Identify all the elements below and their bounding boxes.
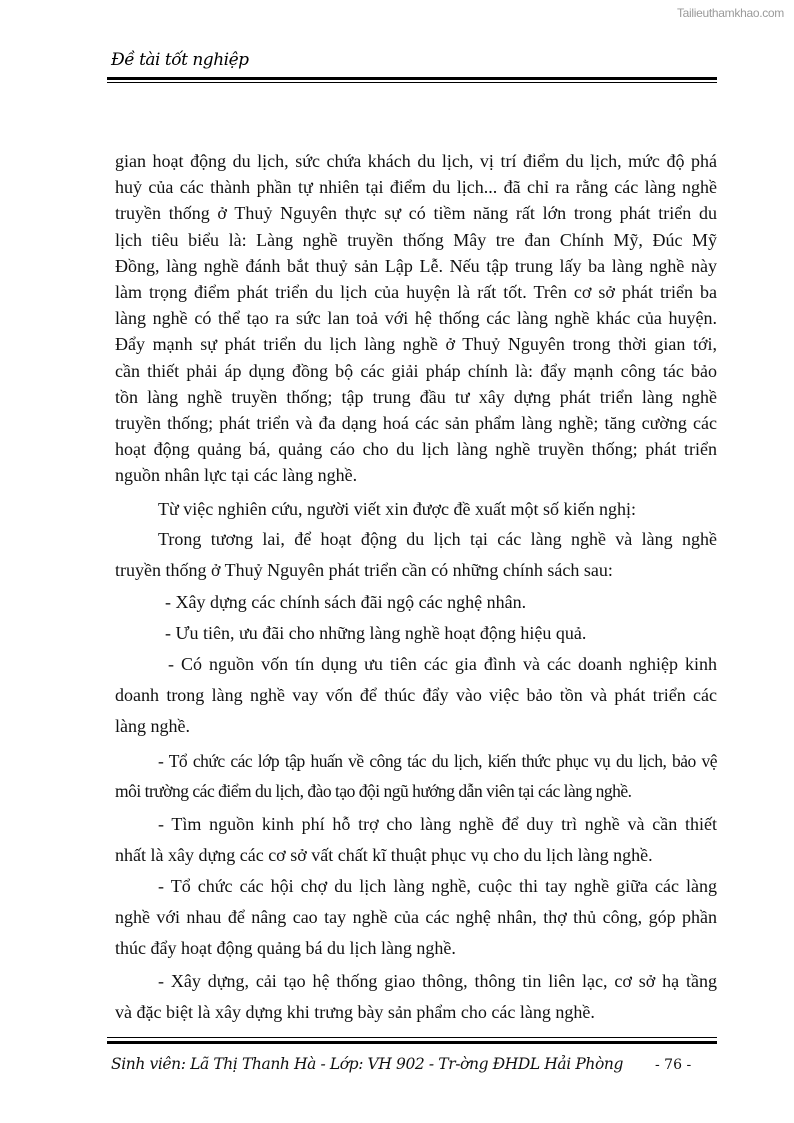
text-line: Trong tương lai, để hoạt động du lịch tại các làng nghề và làng nghề [158, 529, 717, 549]
text-line: hoạt động quảng bá, quảng cáo cho du lịch làng nghề truyền thống; phát triển [115, 439, 717, 459]
list-item: - Tổ chức các lớp tập huấn về công tác du lịch, kiến thức phục vụ du lịch, bảo vệ [158, 751, 717, 771]
footer-text: Sinh viên: Lã Thị Thanh Hà - Lớp: VH 902 - Tr-ờng ĐHDL Hải Phòng [111, 1055, 623, 1073]
text-line: và đặc biệt là xây dựng khi trưng bày sản phẩm cho các làng nghề. [115, 1002, 595, 1022]
list-item: - Tìm nguồn kinh phí hỗ trợ cho làng nghề để duy trì nghề và cần thiết [158, 814, 717, 834]
footer-rule [107, 1041, 717, 1044]
text-line: huỷ của các thành phần tự nhiên tại điểm du lịch... đã chỉ ra rằng các làng nghề [115, 177, 717, 197]
header-title: Đề tài tốt nghiệp [111, 50, 249, 70]
text-line: Đồng, làng nghề đánh bắt thuỷ sản Lập Lễ. Nếu tập trung lấy ba làng nghề này [115, 256, 717, 276]
watermark: Tailieuthamkhao.com [676, 6, 784, 20]
footer-rule-thin [107, 1037, 717, 1038]
text-line: doanh trong làng nghề vay vốn để thúc đẩy vào việc bảo tồn và phát triển các [115, 685, 717, 705]
text-line: truyền thống ở Thuỷ Nguyên phát triển cần có những chính sách sau: [115, 560, 613, 580]
text-line: làm trọng điểm phát triển du lịch của huyện là rất tốt. Trên cơ sở phát triển ba [115, 282, 717, 302]
text-line: môi trường các điểm du lịch, đào tạo đội ngũ hướng dẫn viên tại các làng nghề. [115, 781, 632, 801]
text-line: truyền thống ở Thuỷ Nguyên thực sự có tiềm năng rất lớn trong phát triển du [115, 203, 717, 223]
text-line: nghề với nhau để nâng cao tay nghề của các nghệ nhân, thợ thủ công, góp phần [115, 907, 717, 927]
text-line: gian hoạt động du lịch, sức chứa khách du lịch, vị trí điểm du lịch, mức độ phá [115, 151, 717, 171]
text-line: làng nghề. [115, 716, 190, 736]
text-line: Từ việc nghiên cứu, người viết xin được đề xuất một số kiến nghị: [158, 499, 636, 519]
text-line: nguồn nhân lực tại các làng nghề. [115, 465, 358, 485]
page-number: - 76 - [655, 1057, 692, 1073]
header-rule-thin [107, 82, 717, 83]
list-item: - Có nguồn vốn tín dụng ưu tiên các gia đình và các doanh nghiệp kinh [168, 654, 717, 674]
list-item: - Xây dựng, cải tạo hệ thống giao thông, thông tin liên lạc, cơ sở hạ tầng [158, 971, 717, 991]
text-line: Đẩy mạnh sự phát triển du lịch làng nghề ở Thuỷ Nguyên trong thời gian tới, [115, 334, 717, 354]
text-line: thúc đẩy hoạt động quảng bá du lịch làng nghề. [115, 938, 456, 958]
text-line: nhất là xây dựng các cơ sở vất chất kĩ thuật phục vụ cho du lịch làng nghề. [115, 845, 653, 865]
list-item: - Ưu tiên, ưu đãi cho những làng nghề hoạt động hiệu quả. [165, 623, 587, 643]
list-item: - Tổ chức các hội chợ du lịch làng nghề, cuộc thi tay nghề giữa các làng [158, 876, 717, 896]
text-line: cần thiết phải áp dụng đồng bộ các giải pháp chính là: đẩy mạnh công tác bảo [115, 361, 717, 381]
text-line: làng nghề có thể tạo ra sức lan toả với hệ thống các làng nghề khác của huyện. [115, 308, 717, 328]
text-line: tồn làng nghề truyền thống; tập trung đầu tư xây dựng phát triển làng nghề [115, 387, 717, 407]
list-item: - Xây dựng các chính sách đãi ngộ các nghệ nhân. [165, 592, 527, 612]
text-line: lịch tiêu biểu là: Làng nghề truyền thống Mây tre đan Chính Mỹ, Đúc Mỹ [115, 230, 717, 250]
header-rule [107, 77, 717, 80]
text-line: truyền thống; phát triển và đa dạng hoá các sản phẩm làng nghề; tăng cường các [115, 413, 717, 433]
